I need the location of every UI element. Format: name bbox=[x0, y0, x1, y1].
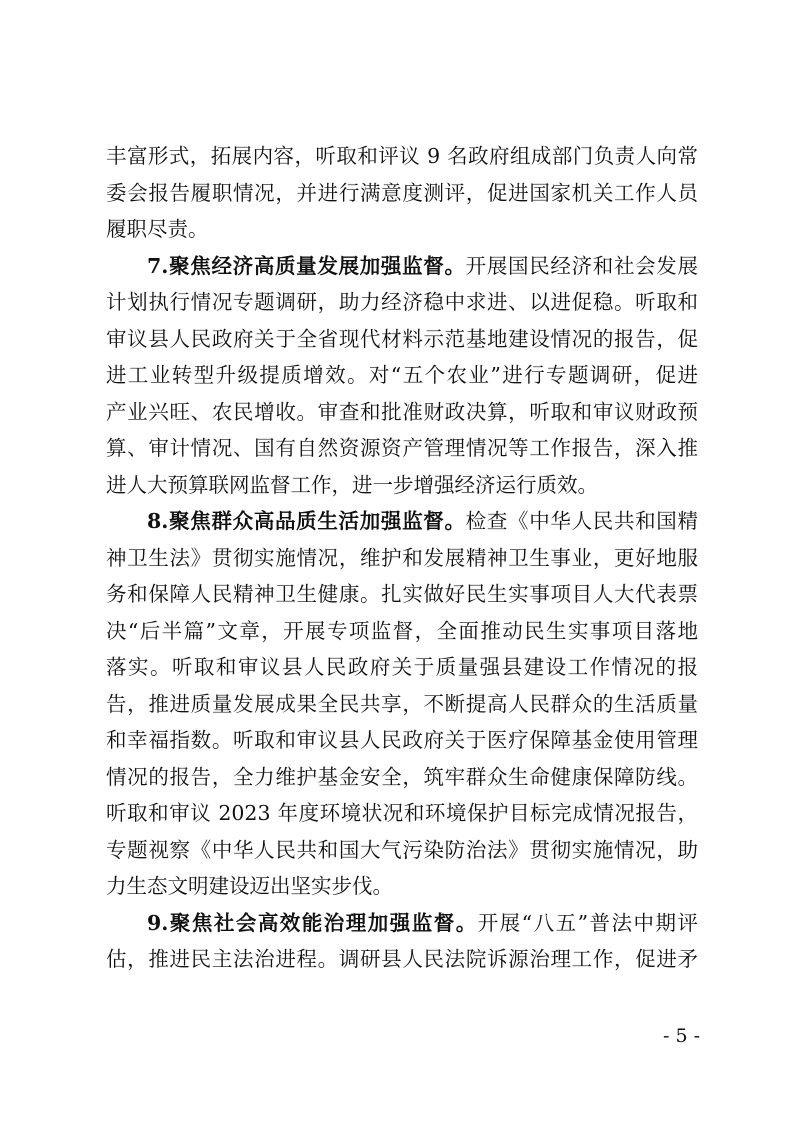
page-number: - 5 - bbox=[662, 1025, 700, 1047]
text-line: 计划执行情况专题调研，助力经济稳中求进、以进促稳。听取和 bbox=[106, 290, 698, 314]
text-line: 落实。听取和审议县人民政府关于质量强县建设工作情况的报 bbox=[106, 655, 698, 679]
paragraph-7-text: 开展国民经济和社会发展 bbox=[465, 253, 698, 278]
text-line: 务和保障人民精神卫生健康。扎实做好民生实事项目人大代表票 bbox=[106, 582, 698, 606]
text-line: 进工业转型升级提质增效。对“五个农业”进行专题调研，促进 bbox=[106, 363, 698, 387]
text-line: 丰富形式，拓展内容，听取和评议 9 名政府组成部门负责人向常 bbox=[106, 144, 698, 168]
text-line: 告，推进质量发展成果全民共享，不断提高人民群众的生活质量 bbox=[106, 691, 698, 716]
paragraph-7-heading: 7.聚焦经济高质量发展加强监督。 bbox=[147, 253, 466, 278]
text-line: 产业兴旺、农民增收。审查和批准财政决算，听取和审议财政预 bbox=[106, 399, 698, 424]
text-line: 审议县人民政府关于全省现代材料示范基地建设情况的报告，促 bbox=[106, 326, 698, 351]
text-line: 进人大预算联网监督工作，进一步增强经济运行质效。 bbox=[106, 472, 598, 497]
text-line: 专题视察《中华人民共和国大气污染防治法》贯彻实施情况，助 bbox=[106, 837, 698, 862]
text-line: 决“后半篇”文章，开展专项监督，全面推动民生实事项目落地 bbox=[106, 618, 698, 643]
text-line: 算、审计情况、国有自然资源资产管理情况等工作报告，深入推 bbox=[106, 436, 698, 460]
text-line: 神卫生法》贯彻实施情况，维护和发展精神卫生事业，更好地服 bbox=[106, 545, 698, 570]
paragraph-8-heading: 8.聚焦群众高品质生活加强监督。 bbox=[147, 509, 466, 533]
paragraph-9-first-line bbox=[106, 905, 698, 942]
text-line: 估，推进民主法治进程。调研县人民法院诉源治理工作，促进矛 bbox=[106, 947, 698, 971]
paragraph-9-heading: 9.聚焦社会高效能治理加强监督。 bbox=[147, 910, 478, 935]
text-line: 和幸福指数。听取和审议县人民政府关于医疗保障基金使用管理 bbox=[106, 728, 698, 752]
text-line: 情况的报告，全力维护基金安全，筑牢群众生命健康保障防线。 bbox=[106, 764, 698, 789]
paragraph-8-first-line bbox=[106, 503, 698, 540]
text-line: 委会报告履职情况，并进行满意度测评，促进国家机关工作人员 bbox=[106, 180, 698, 205]
document-body bbox=[106, 138, 698, 978]
text-line: 听取和审议 2023 年度环境状况和环境保护目标完成情况报告， bbox=[106, 801, 698, 825]
paragraph-9-text: 开展“八五”普法中期评 bbox=[477, 910, 698, 935]
text-line: 履职尽责。 bbox=[106, 217, 209, 241]
paragraph-7-first-line bbox=[106, 248, 698, 285]
paragraph-8-text: 检查《中华人民共和国精 bbox=[465, 509, 698, 533]
text-line: 力生态文明建设迈出坚实步伐。 bbox=[106, 874, 393, 898]
